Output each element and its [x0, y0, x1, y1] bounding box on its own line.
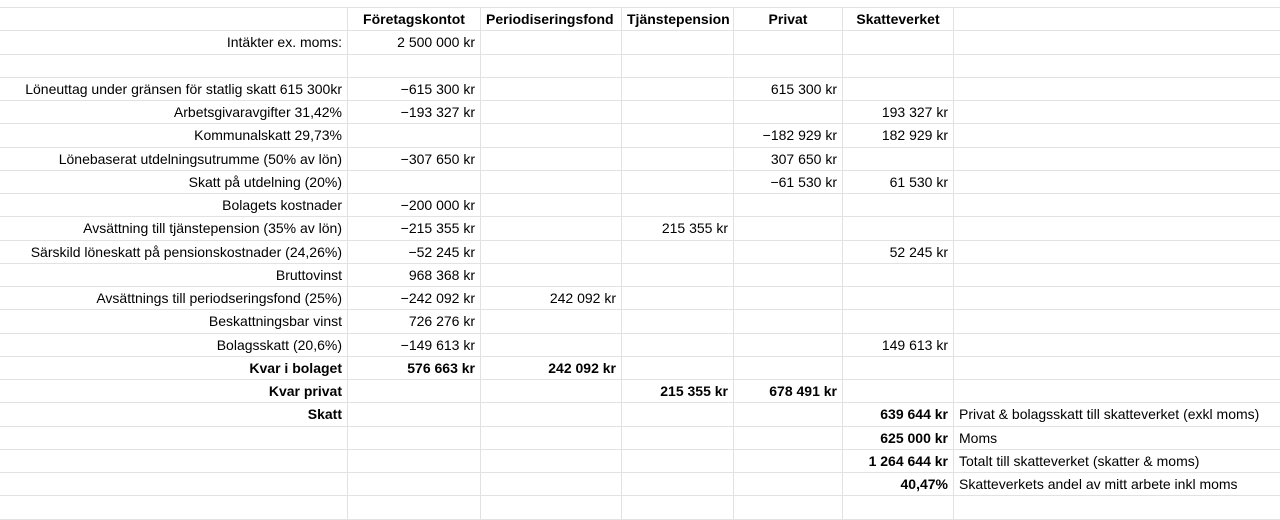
table-row	[0, 31, 1280, 54]
cell-tjanstepension[interactable]	[622, 124, 734, 146]
cell-periodiseringsfond[interactable]	[481, 148, 622, 170]
cell-label[interactable]	[0, 450, 348, 472]
cell-foretagskontot[interactable]: 968 368 kr	[348, 264, 481, 286]
cell-notes[interactable]	[954, 241, 1280, 263]
cell-notes[interactable]	[954, 357, 1280, 379]
cell-privat[interactable]	[734, 427, 843, 449]
cell-label[interactable]: Löneuttag under gränsen för statlig skatt 615 300kr	[0, 78, 348, 100]
cell-label[interactable]: Avsättnings till periodseringsfond (25%)	[0, 287, 348, 309]
cell-notes[interactable]	[954, 55, 1280, 77]
cell-privat[interactable]	[734, 217, 843, 239]
cell-foretagskontot[interactable]	[348, 473, 481, 495]
cell-skatteverket[interactable]	[843, 55, 954, 77]
cell-foretagskontot[interactable]	[348, 450, 481, 472]
table-row	[0, 473, 1280, 496]
cell-privat[interactable]	[734, 450, 843, 472]
cell-label[interactable]: Särskild löneskatt på pensionskostnader (24,26%)	[0, 241, 348, 263]
header-cell-label[interactable]	[0, 8, 348, 30]
cell-periodiseringsfond[interactable]	[481, 241, 622, 263]
cell-label[interactable]	[0, 55, 348, 77]
cell-periodiseringsfond[interactable]	[481, 55, 622, 77]
cell-label[interactable]	[0, 427, 348, 449]
cell-skatteverket[interactable]: 1 264 644 kr	[843, 450, 954, 472]
cell-foretagskontot[interactable]	[348, 380, 481, 402]
cell-periodiseringsfond[interactable]	[481, 310, 622, 332]
cell-notes[interactable]	[954, 148, 1280, 170]
cell-notes[interactable]: Totalt till skatteverket (skatter & moms)	[959, 452, 1200, 469]
cell-notes[interactable]	[954, 101, 1280, 123]
cell-skatteverket[interactable]	[843, 264, 954, 286]
table-row	[0, 124, 1280, 147]
table-row	[0, 101, 1280, 124]
cell-notes[interactable]	[954, 334, 1280, 356]
header-row	[0, 8, 1280, 31]
cell-foretagskontot[interactable]	[348, 403, 481, 425]
table-row	[0, 357, 1280, 380]
cell-privat[interactable]	[734, 241, 843, 263]
cell-foretagskontot[interactable]: −193 327 kr	[348, 101, 481, 123]
cell-privat[interactable]: 615 300 kr	[734, 78, 843, 100]
cell-privat[interactable]	[734, 55, 843, 77]
cell-notes[interactable]	[954, 194, 1280, 216]
cell-tjanstepension[interactable]	[622, 403, 734, 425]
header-cell-skatteverket[interactable]: Skatteverket	[843, 8, 954, 30]
cell-foretagskontot[interactable]: −242 092 kr	[348, 287, 481, 309]
cell-notes[interactable]	[954, 380, 1280, 402]
cell-skatteverket[interactable]	[843, 217, 954, 239]
cell-privat[interactable]: 307 650 kr	[734, 148, 843, 170]
sheet-top-border	[0, 0, 1280, 8]
cell-skatteverket[interactable]	[843, 310, 954, 332]
cell-skatteverket[interactable]: 193 327 kr	[843, 101, 954, 123]
cell-privat[interactable]	[734, 101, 843, 123]
table-row	[0, 427, 1280, 450]
header-cell-notes[interactable]	[954, 8, 1280, 30]
header-cell-privat[interactable]: Privat	[734, 8, 843, 30]
cell-periodiseringsfond[interactable]	[481, 124, 622, 146]
cell-notes[interactable]	[954, 264, 1280, 286]
cell-tjanstepension[interactable]	[622, 101, 734, 123]
cell-label[interactable]: Arbetsgivaravgifter 31,42%	[0, 101, 348, 123]
cell-skatteverket[interactable]: 52 245 kr	[843, 241, 954, 263]
cell-tjanstepension[interactable]	[622, 427, 734, 449]
cell-notes[interactable]	[954, 287, 1280, 309]
table-row	[0, 310, 1280, 333]
header-cell-periodiseringsfond[interactable]: Periodiseringsfond	[481, 8, 622, 30]
cell-label[interactable]: Kvar privat	[0, 380, 348, 402]
cell-label[interactable]: Lönebaserat utdelningsutrumme (50% av lön)	[0, 148, 348, 170]
cell-skatteverket[interactable]	[843, 78, 954, 100]
cell-label[interactable]: Kvar i bolaget	[0, 357, 348, 379]
cell-privat[interactable]	[734, 31, 843, 53]
cell-privat[interactable]	[734, 357, 843, 379]
cell-periodiseringsfond[interactable]	[481, 31, 622, 53]
table-row	[0, 194, 1280, 217]
table-row	[0, 217, 1280, 240]
cell-foretagskontot[interactable]	[348, 55, 481, 77]
cell-periodiseringsfond[interactable]	[481, 450, 622, 472]
table-row	[0, 287, 1280, 310]
cell-periodiseringsfond[interactable]	[481, 101, 622, 123]
cell-label[interactable]: Kommunalskatt 29,73%	[0, 124, 348, 146]
table-row	[0, 403, 1280, 426]
cell-label[interactable]: Skatt	[0, 403, 348, 425]
cell-periodiseringsfond[interactable]	[481, 78, 622, 100]
cell-privat[interactable]	[734, 287, 843, 309]
cell-skatteverket[interactable]	[843, 31, 954, 53]
cell-tjanstepension[interactable]	[622, 473, 734, 495]
cell-foretagskontot[interactable]: −615 300 kr	[348, 78, 481, 100]
cell-skatteverket[interactable]: 40,47%	[843, 473, 954, 495]
cell-periodiseringsfond[interactable]	[481, 427, 622, 449]
cell-label[interactable]	[0, 473, 348, 495]
cell-privat[interactable]	[734, 473, 843, 495]
cell-privat[interactable]	[734, 310, 843, 332]
table-row	[0, 450, 1280, 473]
cell-foretagskontot[interactable]: −52 245 kr	[348, 241, 481, 263]
cell-foretagskontot[interactable]: −307 650 kr	[348, 148, 481, 170]
cell-notes[interactable]: Privat & bolagsskatt till skatteverket (exkl moms)	[959, 406, 1260, 423]
table-row	[0, 78, 1280, 101]
cell-privat[interactable]	[734, 264, 843, 286]
cell-skatteverket[interactable]	[843, 148, 954, 170]
cell-foretagskontot[interactable]: −215 355 kr	[348, 217, 481, 239]
cell-foretagskontot[interactable]: −149 613 kr	[348, 334, 481, 356]
cell-skatteverket[interactable]	[843, 194, 954, 216]
table-row	[0, 55, 1280, 78]
cell-foretagskontot[interactable]: −200 000 kr	[348, 194, 481, 216]
spreadsheet-grid	[0, 8, 1280, 520]
cell-tjanstepension[interactable]	[622, 78, 734, 100]
cell-foretagskontot[interactable]: 726 276 kr	[348, 310, 481, 332]
cell-label[interactable]: Beskattningsbar vinst	[0, 310, 348, 332]
cell-label[interactable]: Avsättning till tjänstepension (35% av lön)	[0, 217, 348, 239]
cell-periodiseringsfond[interactable]: 242 092 kr	[481, 357, 622, 379]
cell-skatteverket[interactable]: 639 644 kr	[843, 403, 954, 425]
cell-privat[interactable]	[734, 334, 843, 356]
cell-skatteverket[interactable]: 182 929 kr	[843, 124, 954, 146]
cell-foretagskontot[interactable]: 576 663 kr	[348, 357, 481, 379]
cell-tjanstepension[interactable]	[622, 310, 734, 332]
cell-tjanstepension[interactable]	[622, 148, 734, 170]
cell-notes[interactable]	[954, 78, 1280, 100]
table-row	[0, 264, 1280, 287]
table-row	[0, 334, 1280, 357]
cell-privat[interactable]	[734, 403, 843, 425]
cell-notes[interactable]	[954, 171, 1280, 193]
cell-privat[interactable]	[734, 194, 843, 216]
cell-skatteverket[interactable]: 61 530 kr	[843, 171, 954, 193]
cell-skatteverket[interactable]	[843, 287, 954, 309]
cell-skatteverket[interactable]	[843, 357, 954, 379]
cell-label[interactable]: Bruttovinst	[0, 264, 348, 286]
cell-tjanstepension[interactable]	[622, 357, 734, 379]
cell-tjanstepension[interactable]: 215 355 kr	[622, 217, 734, 239]
cell-label[interactable]: Intäkter ex. moms:	[0, 31, 348, 53]
header-cell-tjanstepension[interactable]: Tjänstepension	[622, 8, 734, 30]
cell-notes[interactable]	[954, 31, 1280, 53]
cell-periodiseringsfond[interactable]: 242 092 kr	[481, 287, 622, 309]
table-row	[0, 380, 1280, 403]
cell-tjanstepension[interactable]	[622, 241, 734, 263]
cell-foretagskontot[interactable]	[348, 171, 481, 193]
cell-notes[interactable]	[954, 124, 1280, 146]
cell-periodiseringsfond[interactable]	[481, 217, 622, 239]
cell-periodiseringsfond[interactable]	[481, 334, 622, 356]
cell-foretagskontot[interactable]	[348, 427, 481, 449]
cell-privat[interactable]: −61 530 kr	[734, 171, 843, 193]
cell-periodiseringsfond[interactable]	[481, 264, 622, 286]
cell-tjanstepension[interactable]	[622, 334, 734, 356]
cell-notes[interactable]: Moms	[959, 429, 998, 446]
cell-periodiseringsfond[interactable]	[481, 403, 622, 425]
table-row	[0, 171, 1280, 194]
cell-notes[interactable]: Skatteverkets andel av mitt arbete inkl moms	[959, 476, 1238, 492]
cell-tjanstepension[interactable]	[622, 450, 734, 472]
cell-label[interactable]: Skatt på utdelning (20%)	[0, 171, 348, 193]
cell-notes[interactable]	[954, 310, 1280, 332]
cell-notes[interactable]	[954, 217, 1280, 239]
cell-privat[interactable]: 678 491 kr	[734, 380, 843, 402]
cell-tjanstepension[interactable]	[622, 55, 734, 77]
table-row	[0, 148, 1280, 171]
header-cell-foretagskontot[interactable]: Företagskontot	[348, 8, 481, 30]
cell-skatteverket[interactable]	[843, 380, 954, 402]
cell-tjanstepension[interactable]	[622, 31, 734, 53]
cell-periodiseringsfond[interactable]	[481, 171, 622, 193]
cell-foretagskontot[interactable]: 2 500 000 kr	[348, 31, 481, 53]
cell-periodiseringsfond[interactable]	[481, 194, 622, 216]
cell-skatteverket[interactable]: 625 000 kr	[843, 427, 954, 449]
cell-tjanstepension[interactable]	[622, 264, 734, 286]
cell-tjanstepension[interactable]	[622, 194, 734, 216]
cell-tjanstepension[interactable]	[622, 171, 734, 193]
cell-label[interactable]: Bolagets kostnader	[0, 194, 348, 216]
cell-foretagskontot[interactable]	[348, 124, 481, 146]
cell-skatteverket[interactable]: 149 613 kr	[843, 334, 954, 356]
cell-tjanstepension[interactable]	[622, 287, 734, 309]
table-row	[0, 241, 1280, 264]
cell-tjanstepension[interactable]: 215 355 kr	[622, 380, 734, 402]
cell-label[interactable]: Bolagsskatt (20,6%)	[0, 334, 348, 356]
cell-periodiseringsfond[interactable]	[481, 473, 622, 495]
cell-periodiseringsfond[interactable]	[481, 380, 622, 402]
cell-privat[interactable]: −182 929 kr	[734, 124, 843, 146]
